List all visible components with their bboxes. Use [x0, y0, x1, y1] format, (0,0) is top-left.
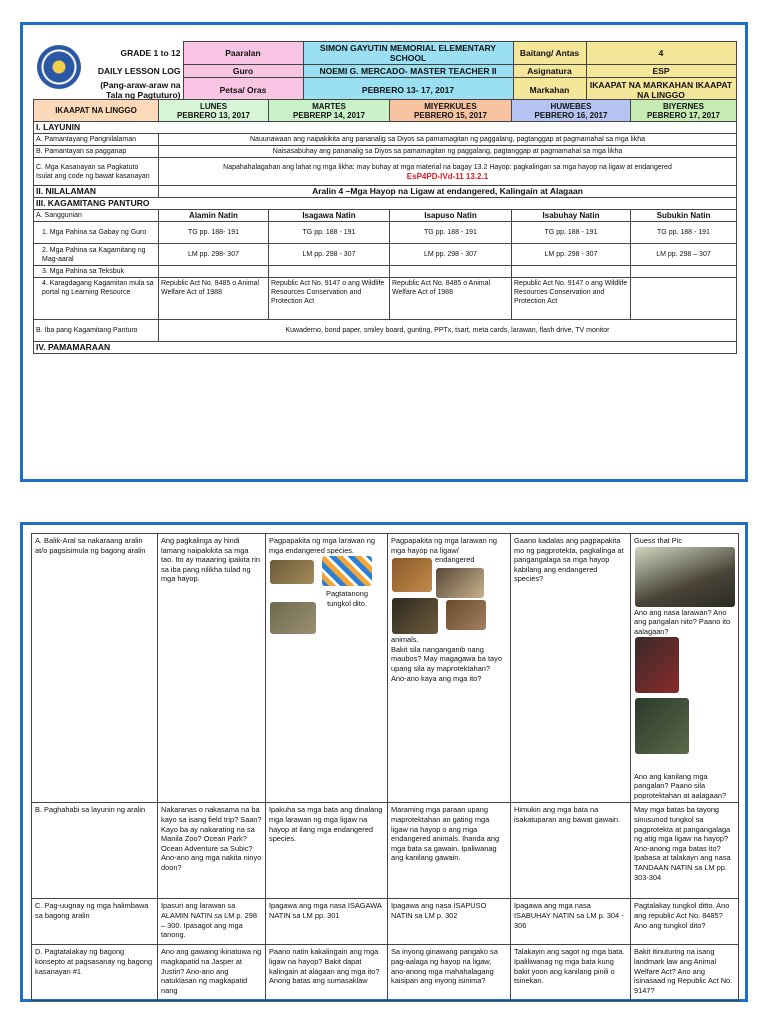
- pagtatalakay-label: D. Pagtatalakay ng bagong konsepto at pagsasanay ng bagong kasanayan #1: [32, 945, 158, 1001]
- lm-page: LM pp. 298- 307: [159, 244, 269, 266]
- sanggunian-label: A. Sanggunian: [34, 210, 159, 222]
- section-pamamaraan: IV. PAMAMARAAN: [34, 342, 737, 354]
- tamaraw-photo: [635, 698, 689, 754]
- plan-table: [33, 99, 737, 354]
- lr-resource: Republic Act No. 9147 o ang Wildlife Resources Conservation and Protection Act: [512, 278, 631, 320]
- pamantayan-pagganap-label: B. Pamantayan sa pagganap: [34, 146, 159, 158]
- lr-resource: Republic Act No. 9147 o ang Wildlife Resources Conservation and Protection Act: [269, 278, 390, 320]
- pag-uugnay-friday: Pagtalakay tungkol ditto. Ano ang republic Act No. 8485? Ano ang tungkol dito?: [631, 899, 739, 945]
- mag-aaral-pages-label: 2. Mga Pahina sa Kagamitang ng Mag-aaral: [34, 244, 159, 266]
- log-label: DAILY LESSON LOG: [97, 66, 181, 76]
- paghahabi-friday: May mga batas ba tayong sinusunod tungkol sa pagprotekta at pangangalaga ng atig mga ligaw na hayop? Ano-anong mga batas ito? Ipabasa at talakayn ang nasa TANDAAN NATIN sa LM pp. 303-304: [631, 803, 739, 899]
- quarter-label: Markahan: [513, 78, 586, 102]
- turtle-image: [270, 560, 314, 584]
- endangered-species-pictures: [269, 555, 384, 645]
- header-table: [33, 41, 737, 102]
- lesson-log-page-2: [20, 522, 748, 1002]
- balik-aral-friday: Guess that Pic Ano ang nasa larawan? Ano ang pangalan nito? Paano ito aalagaan? Ano ang kanilang mga pangalan? Paano sila poprotektahan at aalagaan?: [631, 534, 739, 803]
- paghahabi-label: B. Paghahabi sa layunin ng aralin: [32, 803, 158, 899]
- teksbuk-label: 3. Mga Pahina sa Teksbuk: [34, 266, 159, 278]
- kasanayan-text: Napahahalagahan ang lahat ng mga likha: may buhay at mga material na bagay 13.2 Hayop: pagkalingan sa mga hayop na ligaw at endangered: [223, 163, 672, 171]
- endangered-animals-label: animals.: [391, 635, 419, 645]
- level-value: 4: [586, 42, 736, 65]
- butterflies-image: [322, 556, 372, 586]
- lm-page: LM pp. 298 - 307: [512, 244, 631, 266]
- balik-aral-questions: Bakit sila nanganganib nang maubos? May magagawa ba tayo upang sila ay maprotektahan? Ano-ano kaya ang mga ito?: [391, 644, 502, 683]
- balik-aral-thursday: Gaano kadalas ang pagpapakita mo ng pagprotekta, pagkalinga at pangangalaga sa mga hayop kabilang ang endangered species?: [511, 534, 631, 803]
- kasanayan-label: C. Mga Kasanayan sa Pagkatuto Isulat ang code ng bawat kasanayan: [34, 158, 159, 186]
- activity-alamin: Alamin Natin: [159, 210, 269, 222]
- day-wednesday: MIYERKULES PEBRERO 15, 2017: [390, 100, 512, 122]
- week-label: IKAAPAT NA LINGGO: [34, 100, 159, 122]
- pamantayang-pangnilalaman-label: A. Pamantayang Pangnilalaman: [34, 134, 159, 146]
- pag-uugnay-wednesday: Ipagawa ang nasa ISAPUSO NATIN sa LM p. 302: [388, 899, 511, 945]
- teacher-label: Guro: [183, 65, 303, 78]
- pag-uugnay-monday: Ipasuri ang larawan sa ALAMIN NATIN sa LM p. 298 – 300. Ipasagot ang mga tanong.: [158, 899, 266, 945]
- balik-aral-label: A. Balik-Aral sa nakaraang aralin at/o pagsisimula ng bagong aralin: [32, 534, 158, 803]
- deer-image: [392, 558, 432, 592]
- kasanayan-cell: [159, 158, 737, 186]
- eagle-image: [436, 568, 484, 598]
- pagtatalakay-wednesday: Sa inyong ginawang pangako sa pag-aalaga ng hayop na ligaw, ano-anong mga mahahalagang kaisipan ang inyong isinima?: [388, 945, 511, 1001]
- pag-uugnay-thursday: Ipagawa ang mga nasa ISABUHAY NATIN sa LM p. 304 - 306: [511, 899, 631, 945]
- endangered-label: endangered: [435, 555, 475, 565]
- pagtatalakay-thursday: Talakayin ang sagot ng mga bata. Ipaliliwanag ng mga bata kung bakit yoon ang kanilang pinili o tsinekan.: [511, 945, 631, 1001]
- lesson-log-page-1: [20, 22, 748, 482]
- pamantayang-pangnilalaman-text: Nauunawaan ang naipakikita ang pananalig sa Diyos sa pamamagitan ng paggalang, pagtanggap at pagmamahal sa mga likha: [159, 134, 737, 146]
- pagtatalakay-monday: Ano ang gawaing ikinatuwa ng magkapatid na Jasper at Justin? Ano-ano ang natuklasan ng magkapatid nang: [158, 945, 266, 1001]
- lm-page: LM pp. 298 - 307: [390, 244, 512, 266]
- section-kagamitan: III. KAGAMITANG PANTURO: [34, 198, 737, 210]
- tamaraw-image: [270, 602, 316, 634]
- lr-portal-label: 4. Karagdagang Kagamitan mula sa portal ng Learning Resource: [34, 278, 159, 320]
- day-friday: BIYERNES PEBRERO 17, 2017: [631, 100, 737, 122]
- guess-pic-questions: Ano ang nasa larawan? Ano ang pangalan nito? Paano ito aalagaan?: [634, 607, 731, 636]
- guro-page: TG pp. 188- 191: [159, 222, 269, 244]
- activity-isapuso: Isapuso Natin: [390, 210, 512, 222]
- guro-page: TG pp. 188 - 191: [631, 222, 737, 244]
- animal-image: [392, 598, 438, 634]
- section-nilalaman: II. NILALAMAN: [34, 186, 159, 198]
- quarter-value: IKAAPAT NA MARKAHAN IKAAPAT NA LINGGO: [586, 78, 736, 102]
- day-tuesday: MARTES PEBRERP 14, 2017: [269, 100, 390, 122]
- grade-label: GRADE 1 to 12: [33, 42, 183, 65]
- paghahabi-thursday: Himukin ang mga bata na isakatuparan ang bawat gawain.: [511, 803, 631, 899]
- pag-uugnay-label: C. Pag-uugnay ng mga halimbawa sa bagong aralin: [32, 899, 158, 945]
- paghahabi-wednesday: Maraming mga paraan upang maprotektahan an gating mga ligaw na hayop o ang mga endangered animals. Ihanda ang mga bata sa gawain. Ipaliwanag ang kanilang gawain.: [388, 803, 511, 899]
- teacher-value: NOEMI G. MERCADO- MASTER TEACHER II: [303, 65, 513, 78]
- guro-pages-label: 1. Mga Pahina sa Gabay ng Guro: [34, 222, 159, 244]
- lm-page: LM pp. 298 – 307: [631, 244, 737, 266]
- lm-page: LM pp. 298 - 307: [269, 244, 390, 266]
- pagtatalakay-tuesday: Paano natin kakalingain ang mga ligaw na hayop? Bakit dapat kalingain at alagaan ang mga ito? Anong batas ang sumasaklaw: [266, 945, 388, 1001]
- iba-kagamitan-label: B. Iba pang Kagamitang Panturo: [34, 320, 159, 342]
- level-label: Baitang/ Antas: [513, 42, 586, 65]
- picture-caption: Pagtatanong tungkol dito.: [326, 589, 368, 608]
- procedure-table: [31, 533, 739, 1001]
- paghahabi-monday: Nakaranas o nakasama na ba kayo sa isang field trip? Saan? Kayo ba ay nakarating na sa Manila Zoo? Ocean Park? Ocean Adventure sa Subic? Ano-ano ang mga nakita ninyo doon?: [158, 803, 266, 899]
- wild-animals-pictures: [391, 555, 507, 635]
- day-monday: LUNES PEBRERO 13, 2017: [159, 100, 269, 122]
- activity-subukin: Subukin Natin: [631, 210, 737, 222]
- lr-resource: [631, 278, 737, 320]
- subject-value: ESP: [586, 65, 736, 78]
- pamantayan-pagganap-text: Naisasabuhay ang pananalig sa Diyos sa pamamagitan ng paggalang, pagtanggap at pagmamahal sa mga likha: [159, 146, 737, 158]
- balik-aral-wednesday: Pagpapakita ng mga larawan ng mga hayop na ligaw/ endangered animals. Bakit sila nanganganib nang maubos? May magagawa ba tayo upang sila ay maprotektahan? Ano-ano kaya ang mga ito?: [388, 534, 511, 803]
- school-label: Paaralan: [183, 42, 303, 65]
- pag-uugnay-tuesday: Ipagawa ang mga nasa ISAGAWA NATIN sa LM pp. 301: [266, 899, 388, 945]
- day-thursday: HUWEBES PEBRERO 16, 2017: [512, 100, 631, 122]
- date-value: PEBRERO 13- 17, 2017: [303, 78, 513, 102]
- activity-isabuhay: Isabuhay Natin: [512, 210, 631, 222]
- guro-page: TG pp. 188 - 191: [512, 222, 631, 244]
- lr-resource: Republic Act No. 8485 o Animal Welfare Act of 1988: [159, 278, 269, 320]
- tarsier-image: [446, 600, 486, 630]
- balik-aral-tuesday: Pagpapakita ng mga larawan ng mga endangered species. Pagtatanong tungkol dito.: [266, 534, 388, 803]
- nilalaman-text: Aralin 4 –Mga Hayop na Ligaw at endangered, Kalingain at Alagaan: [159, 186, 737, 198]
- subject-label: Asignatura: [513, 65, 586, 78]
- balik-aral-monday: Ang pagkalinga ay hindi lamang naipakikita sa mga tao. Ito ay maaaring ipakita rin sa iba pang nilikha tulad ng mga hayop.: [158, 534, 266, 803]
- activity-isagawa: Isagawa Natin: [269, 210, 390, 222]
- kasanayan-code: EsP4PD-IVd-11 13.2.1: [406, 171, 489, 181]
- date-label: Petsa/ Oras: [183, 78, 303, 102]
- log-sub-label: (Pang-araw-araw na Tala ng Pagtuturo): [100, 79, 181, 100]
- hornbill-image: [635, 637, 679, 693]
- guro-page: TG pp. 188 - 191: [269, 222, 390, 244]
- lr-resource: Republic Act No. 8485 o Animal Welfare Act of 1988: [390, 278, 512, 320]
- iba-kagamitan-text: Kuwaderno, bond paper, smiley board, gunting, PPTx, tsart, meta cards, larawan, flash drive, TV monitor: [159, 320, 737, 342]
- pagtatalakay-friday: Bakit itinuturing na isang landmark law ang Animal Welfare Act? Ano ang isinasaad ng Republic Act No. 9147?: [631, 945, 739, 1001]
- guess-pic-questions-2: Ano ang kanilang mga pangalan? Paano sila poprotektahan at aalagaan?: [634, 771, 727, 800]
- paghahabi-tuesday: Ipakuha sa mga bata ang dinalang mga larawan ng mga ligaw na hayop at ilang mga endangered species.: [266, 803, 388, 899]
- school-value: SIMON GAYUTIN MEMORIAL ELEMENTARY SCHOOL: [303, 42, 513, 65]
- guro-page: TG pp. 188 - 191: [390, 222, 512, 244]
- section-layunin: I. LAYUNIN: [34, 122, 737, 134]
- warty-pig-image: [635, 547, 735, 607]
